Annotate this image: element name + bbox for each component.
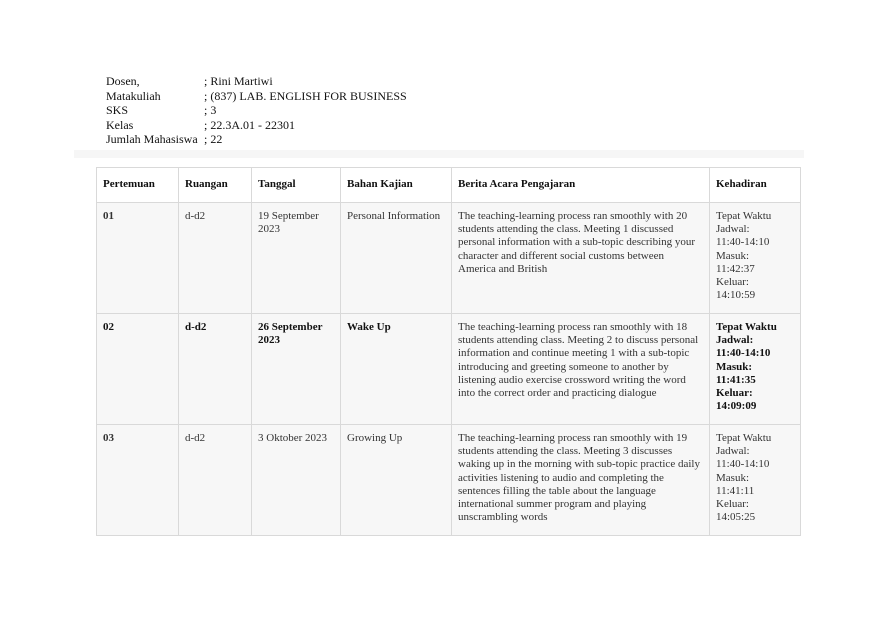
- attendance-jadwal: 11:40-14:10: [716, 347, 771, 360]
- table-row: [97, 314, 801, 425]
- header-pertemuan: Pertemuan: [97, 168, 179, 203]
- attendance-keluar: 14:09:09: [716, 400, 757, 413]
- info-label: Matakuliah: [106, 88, 161, 103]
- attendance-masuk-label: Masuk:: [716, 471, 749, 484]
- cell-bahan-kajian: Wake Up: [341, 314, 452, 425]
- info-value: ; 22.3A.01 - 22301: [204, 117, 295, 132]
- attendance-keluar-label: Keluar:: [716, 387, 753, 400]
- attendance-masuk: 11:42:37: [716, 262, 755, 275]
- attendance-jadwal: 11:40-14:10: [716, 458, 770, 471]
- attendance-jadwal: 11:40-14:10: [716, 236, 770, 249]
- section-divider: [74, 150, 804, 158]
- attendance-masuk-label: Masuk:: [716, 360, 753, 373]
- info-label: Jumlah Mahasiswa: [106, 132, 198, 147]
- cell-berita-acara: The teaching-learning process ran smoothly with 20 students attending the class. Meeting 1 discussed personal information with a sub-topic describing your character and different social customs between America and British: [452, 203, 710, 314]
- table-row: [97, 425, 801, 536]
- info-row-matakuliah: [106, 89, 407, 104]
- info-value: ; Rini Martiwi: [204, 74, 273, 88]
- attendance-status: Tepat Waktu: [716, 432, 772, 444]
- attendance-status: Tepat Waktu: [716, 210, 772, 222]
- info-label: Dosen,: [106, 74, 140, 88]
- cell-bahan-kajian: Personal Information: [341, 203, 452, 314]
- cell-pertemuan: 03: [97, 425, 179, 536]
- cell-ruangan: d-d2: [179, 203, 252, 314]
- cell-bahan-kajian: Growing Up: [341, 425, 452, 536]
- cell-kehadiran: [710, 425, 801, 536]
- attendance-jadwal-label: Jadwal:: [716, 223, 750, 236]
- attendance-masuk: 11:41:11: [716, 484, 755, 497]
- course-info: [106, 74, 407, 147]
- cell-kehadiran: [710, 203, 801, 314]
- info-row-kelas: [106, 118, 407, 133]
- attendance-keluar-label: Keluar:: [716, 276, 749, 289]
- cell-tanggal: 3 Oktober 2023: [252, 425, 341, 536]
- header-kehadiran: Kehadiran: [710, 168, 801, 203]
- attendance-keluar: 14:05:25: [716, 511, 756, 524]
- cell-berita-acara: The teaching-learning process ran smoothly with 19 students attending the class. Meeting 3 discusses waking up in the morning with sub-topic practice daily activities listening to audio and completing the sentences filling the table about the language international summer program and playing unscrambling words: [452, 425, 710, 536]
- table-header-row: [97, 168, 801, 203]
- info-value: ; (837) LAB. ENGLISH FOR BUSINESS: [204, 88, 407, 103]
- header-ruangan: Ruangan: [179, 168, 252, 203]
- attendance-keluar: 14:10:59: [716, 289, 756, 302]
- cell-berita-acara: The teaching-learning process ran smoothly with 18 students attending class. Meeting 2 to discuss personal information and continue meeting 1 with a sub-topic introducing and greeting someone to another by listening audio exercise crossword writing the word into the correct order and practicing dialogue: [452, 314, 710, 425]
- cell-ruangan: d-d2: [179, 425, 252, 536]
- header-tanggal: Tanggal: [252, 168, 341, 203]
- info-row-sks: [106, 103, 407, 118]
- info-label: Kelas: [106, 117, 134, 132]
- attendance-keluar-label: Keluar:: [716, 498, 749, 511]
- attendance-status: Tepat Waktu: [716, 321, 777, 333]
- attendance-masuk-label: Masuk:: [716, 249, 749, 262]
- cell-ruangan: d-d2: [179, 314, 252, 425]
- header-berita-acara: Berita Acara Pengajaran: [452, 168, 710, 203]
- info-row-dosen: [106, 74, 407, 89]
- cell-pertemuan: 01: [97, 203, 179, 314]
- attendance-jadwal-label: Jadwal:: [716, 445, 750, 458]
- info-row-jumlah: [106, 132, 407, 147]
- cell-tanggal: 26 September 2023: [252, 314, 341, 425]
- attendance-masuk: 11:41:35: [716, 373, 756, 386]
- info-value: ; 22: [204, 132, 223, 147]
- info-value: ; 3: [204, 103, 217, 118]
- cell-kehadiran: [710, 314, 801, 425]
- info-label: SKS: [106, 103, 129, 118]
- cell-tanggal: 19 September 2023: [252, 203, 341, 314]
- cell-pertemuan: 02: [97, 314, 179, 425]
- header-bahan-kajian: Bahan Kajian: [341, 168, 452, 203]
- teaching-report-table: [96, 167, 801, 536]
- table-row: [97, 203, 801, 314]
- attendance-jadwal-label: Jadwal:: [716, 334, 754, 347]
